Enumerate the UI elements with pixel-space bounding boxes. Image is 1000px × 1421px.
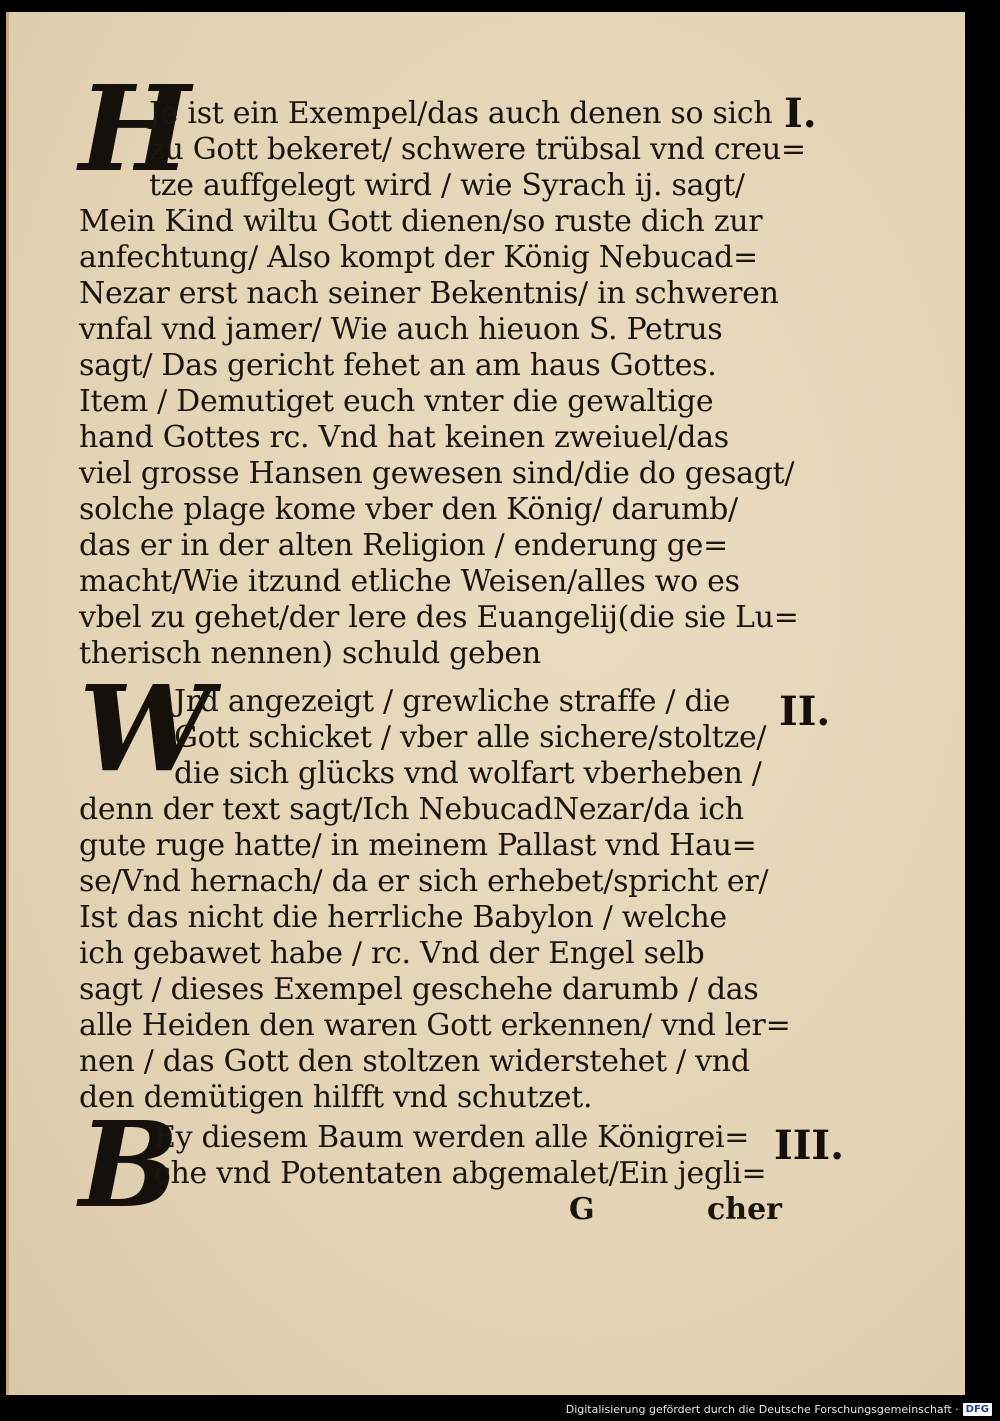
digitization-footer (566, 1399, 992, 1419)
text-line: solche plage kome vber den König/ darumb/ (79, 492, 738, 527)
drop-cap-initial: B (79, 1095, 179, 1234)
drop-cap-initial: H (79, 59, 191, 198)
drop-cap-initial: W (79, 659, 212, 798)
text-line: viel grosse Hansen gewesen sind/die do gesagt/ (79, 456, 795, 491)
text-line: Item / Demutiget euch vnter die gewaltige (79, 384, 714, 419)
footer-credit-text: Digitalisierung gefördert durch die Deutsche Forschungsgemeinschaft · (565, 1402, 959, 1416)
text-line: therisch nennen) schuld geben (79, 636, 541, 671)
text-line: gute ruge hatte/ in meinem Pallast vnd Hau= (79, 828, 757, 863)
text-line: zu Gott bekeret/ schwere trübsal vnd creu= (149, 132, 806, 167)
text-line: denn der text sagt/Ich NebucadNezar/da ich (79, 792, 744, 827)
text-line: Ist das nicht die herrliche Babylon / welche (79, 900, 727, 935)
signature-mark: G (569, 1192, 595, 1227)
text-line: hand Gottes rc. Vnd hat keinen zweiuel/das (79, 420, 729, 455)
text-line: tze auffgelegt wird / wie Syrach ij. sagt/ (149, 168, 745, 203)
text-line: sagt / dieses Exempel geschehe darumb / das (79, 972, 759, 1007)
text-line: vnfal vnd jamer/ Wie auch hieuon S. Petrus (79, 312, 723, 347)
text-line: Nezar erst nach seiner Bekentnis/ in schweren (79, 276, 779, 311)
text-line: Je ist ein Exempel/das auch denen so sich (149, 96, 773, 131)
marginal-number: I. (784, 90, 817, 137)
text-line: die sich glücks vnd wolfart vberheben / (174, 756, 762, 791)
text-line: nen / das Gott den stoltzen widerstehet / vnd (79, 1044, 750, 1079)
text-line: ich gebawet habe / rc. Vnd der Engel selb (79, 936, 705, 971)
text-line: sagt/ Das gericht fehet an am haus Gottes. (79, 348, 717, 383)
text-line: Jrd angezeigt / grewliche straffe / die (174, 684, 731, 719)
text-line: alle Heiden den waren Gott erkennen/ vnd ler= (79, 1008, 791, 1043)
text-line: den demütigen hilfft vnd schutzet. (79, 1080, 593, 1115)
text-line: Mein Kind wiltu Gott dienen/so ruste dich zur (79, 204, 763, 239)
text-line: che vnd Potentaten abgemalet/Ein jegli= (154, 1156, 767, 1191)
dfg-logo[interactable]: DFG (963, 1403, 992, 1416)
catchword: cher (707, 1192, 782, 1227)
text-line: se/Vnd hernach/ da er sich erhebet/spricht er/ (79, 864, 769, 899)
marginal-number: II. (779, 688, 831, 735)
marginal-number: III. (774, 1122, 845, 1169)
text-line: Gott schicket / vber alle sichere/stoltze/ (174, 720, 767, 755)
text-line: vbel zu gehet/der lere des Euangelij(die sie Lu= (79, 600, 799, 635)
text-line: das er in der alten Religion / enderung ge= (79, 528, 728, 563)
text-line: Ey diesem Baum werden alle Königrei= (154, 1120, 750, 1155)
text-line: anfechtung/ Also kompt der König Nebucad= (79, 240, 758, 275)
book-page (6, 12, 965, 1395)
text-line: macht/Wie itzund etliche Weisen/alles wo es (79, 564, 740, 599)
